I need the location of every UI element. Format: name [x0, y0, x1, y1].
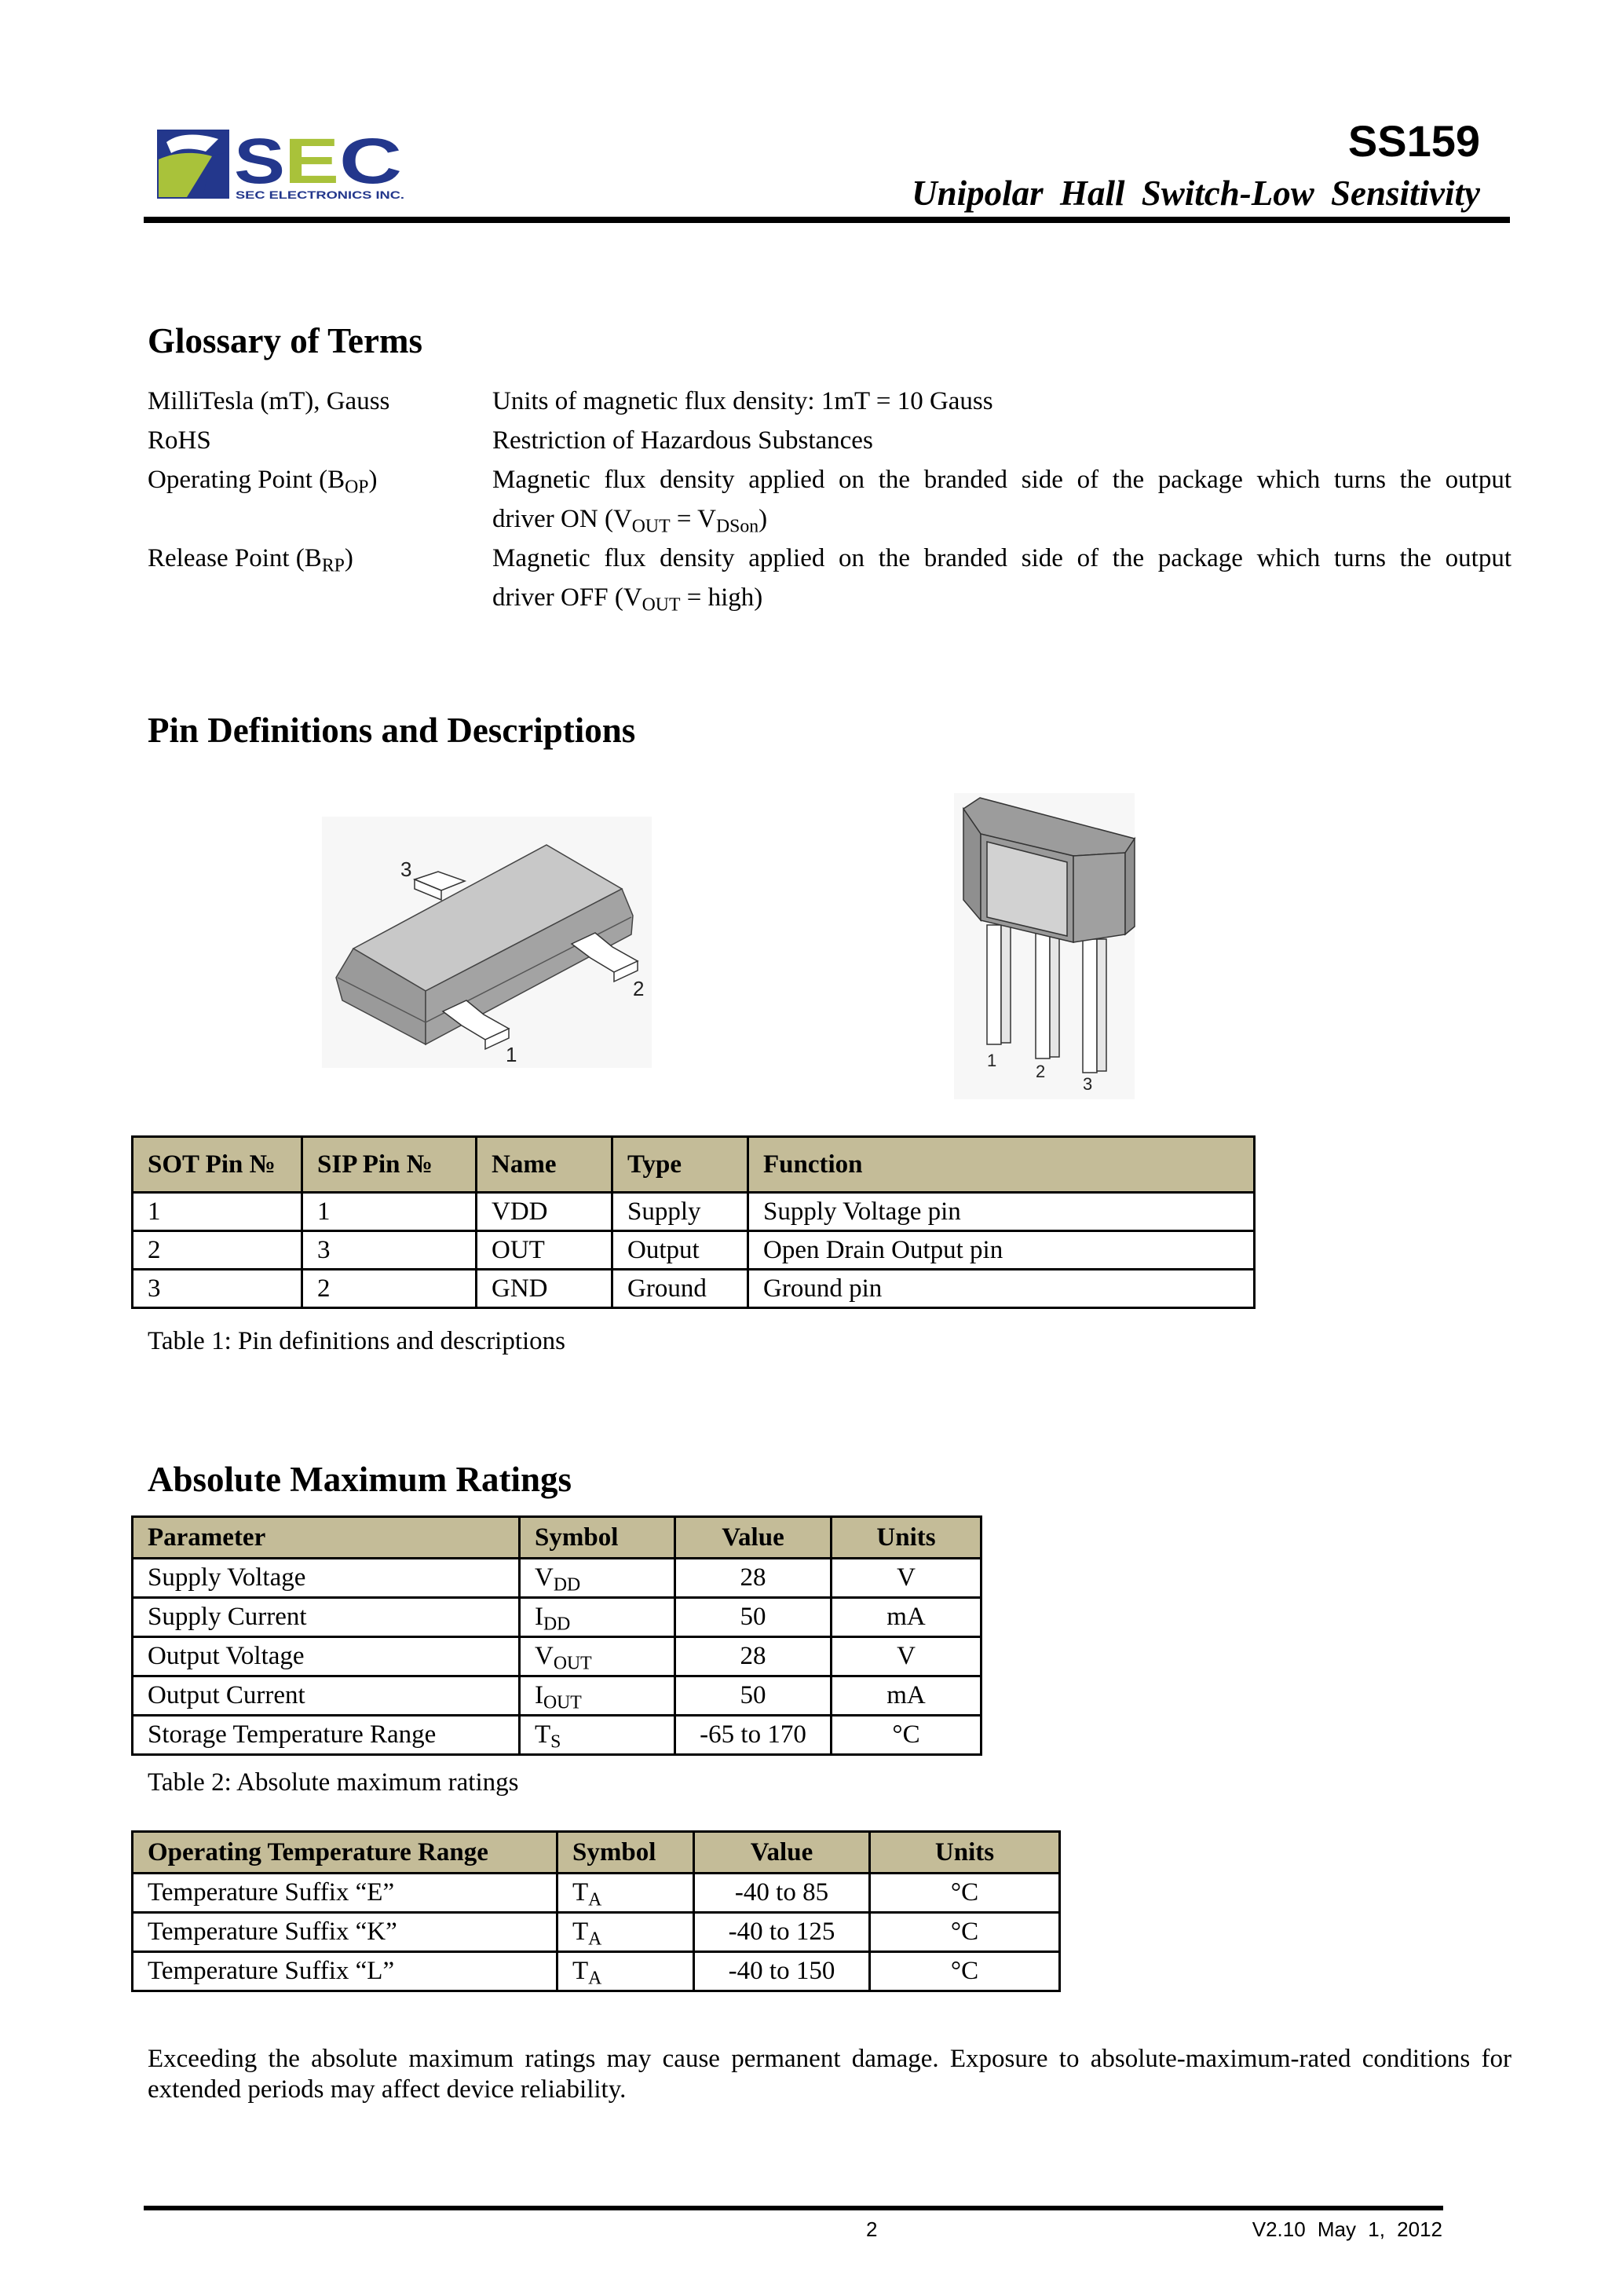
table-cell: -40 to 85 [694, 1874, 870, 1913]
sot23-package-icon [314, 817, 652, 1068]
table-row [133, 1637, 981, 1676]
svg-text:E: E [284, 128, 339, 197]
column-header: SIP Pin № [302, 1137, 477, 1193]
absolute-max-table [131, 1515, 982, 1756]
table-row [133, 1676, 981, 1716]
table-cell: $V_{OUT}$ [520, 1637, 675, 1676]
svg-text:C: C [339, 128, 402, 197]
table-header-row [133, 1517, 981, 1559]
table-cell: Output [612, 1231, 748, 1270]
table-cell: 3 [302, 1231, 477, 1270]
table-cell: $I_{DD}$ [520, 1598, 675, 1637]
glossary-term: RoHS [148, 426, 211, 455]
column-header: Symbol [520, 1517, 675, 1559]
table-cell: Supply Voltage pin [748, 1193, 1255, 1231]
table-cell: 1 [133, 1193, 302, 1231]
column-header: SOT Pin № [133, 1137, 302, 1193]
table-row [133, 1270, 1255, 1308]
table-cell: mA [832, 1676, 981, 1716]
sot23-package-figure [314, 817, 652, 1068]
table-cell: Output Current [133, 1676, 520, 1716]
table-cell: Temperature Suffix “E” [133, 1874, 557, 1913]
table-cell: 1 [302, 1193, 477, 1231]
glossary-term: Operating Point $(B_{OP})$ [148, 466, 378, 498]
column-header: Units [870, 1832, 1060, 1874]
glossary-term: MilliTesla (mT), Gauss [148, 387, 390, 415]
table-cell: 50 [675, 1676, 832, 1716]
table-cell: Storage Temperature Range [133, 1716, 520, 1755]
table-row [133, 1716, 981, 1755]
table-cell: -40 to 125 [694, 1913, 870, 1952]
column-header: Function [748, 1137, 1255, 1193]
sip-package-icon [938, 785, 1142, 1099]
table-row [133, 1913, 1060, 1952]
table-caption: Table 2: Absolute maximum ratings [148, 1768, 519, 1797]
table-cell: $T_A$ [557, 1874, 694, 1913]
table-cell: 50 [675, 1598, 832, 1637]
glossary-definition: Magnetic flux density applied on the branded side of the package which turns the output driver ON $(V_{OUT} = V_{DSon})$ [492, 466, 1512, 537]
table-cell: 2 [302, 1270, 477, 1308]
table-cell: 2 [133, 1231, 302, 1270]
document-version: V2.10 May 1, 2012 [1252, 2217, 1442, 2241]
table-cell: Temperature Suffix “L” [133, 1952, 557, 1991]
column-header: Parameter [133, 1517, 520, 1559]
column-header: Value [694, 1832, 870, 1874]
glossary-heading: Glossary of Terms [148, 321, 423, 360]
page-number: 2 [866, 2217, 878, 2241]
column-header: Value [675, 1517, 832, 1559]
pin-definitions-table [131, 1135, 1256, 1309]
table-cell: 3 [133, 1270, 302, 1308]
svg-text:1: 1 [506, 1043, 517, 1066]
glossary-definition: Units of magnetic flux density: 1mT = 10 Gauss [492, 387, 993, 415]
table-header-row [133, 1137, 1255, 1193]
table-cell: OUT [477, 1231, 612, 1270]
table-cell: $T_A$ [557, 1952, 694, 1991]
table-cell: 28 [675, 1559, 832, 1598]
table-row [133, 1559, 981, 1598]
table-cell: -40 to 150 [694, 1952, 870, 1991]
table-cell: Open Drain Output pin [748, 1231, 1255, 1270]
column-header: Name [477, 1137, 612, 1193]
table-cell: Supply Current [133, 1598, 520, 1637]
table-cell: Supply Voltage [133, 1559, 520, 1598]
glossary-term: Release Point $(B_{RP})$ [148, 544, 353, 576]
table-cell: $T_S$ [520, 1716, 675, 1755]
table-cell: °C [870, 1952, 1060, 1991]
table-caption: Table 1: Pin definitions and descriptions [148, 1327, 566, 1355]
table-cell: $I_{OUT}$ [520, 1676, 675, 1716]
svg-text:S: S [234, 128, 285, 197]
table-row [133, 1874, 1060, 1913]
table-cell: -65 to 170 [675, 1716, 832, 1755]
table-cell: Ground [612, 1270, 748, 1308]
column-header: Operating Temperature Range [133, 1832, 557, 1874]
svg-text:SEC ELECTRONICS INC.: SEC ELECTRONICS INC. [236, 188, 404, 201]
absolute-max-heading: Absolute Maximum Ratings [148, 1460, 572, 1499]
glossary-definition: Restriction of Hazardous Substances [492, 426, 873, 455]
absolute-max-note: Exceeding the absolute maximum ratings may cause permanent damage. Exposure to absolute-maximum-rated conditions for extended periods may affect device reliability. [148, 2045, 1512, 2104]
column-header: Units [832, 1517, 981, 1559]
document-subtitle: Unipolar Hall Switch-Low Sensitivity [912, 174, 1480, 213]
part-number: SS159 [1347, 116, 1480, 166]
table-cell: Temperature Suffix “K” [133, 1913, 557, 1952]
table-cell: Supply [612, 1193, 748, 1231]
column-header: Symbol [557, 1832, 694, 1874]
table-cell: V [832, 1637, 981, 1676]
pin-definitions-heading: Pin Definitions and Descriptions [148, 711, 636, 750]
table-cell: °C [870, 1913, 1060, 1952]
sec-logo-icon [157, 128, 416, 203]
table-header-row [133, 1832, 1060, 1874]
sip-package-figure [938, 785, 1142, 1099]
table-cell: Ground pin [748, 1270, 1255, 1308]
table-cell: Output Voltage [133, 1637, 520, 1676]
table-cell: 28 [675, 1637, 832, 1676]
table-row [133, 1193, 1255, 1231]
table-cell: $V_{DD}$ [520, 1559, 675, 1598]
svg-text:2: 2 [1036, 1062, 1046, 1081]
column-header: Type [612, 1137, 748, 1193]
svg-text:1: 1 [987, 1051, 997, 1070]
table-row [133, 1598, 981, 1637]
glossary-definition: Magnetic flux density applied on the branded side of the package which turns the output driver OFF ($V_{OUT}$ = high) [492, 544, 1512, 616]
company-logo [157, 128, 416, 203]
svg-text:3: 3 [400, 857, 412, 881]
operating-temperature-table [131, 1830, 1061, 1992]
svg-text:3: 3 [1083, 1074, 1093, 1094]
table-cell: V [832, 1559, 981, 1598]
table-cell: °C [870, 1874, 1060, 1913]
table-cell: mA [832, 1598, 981, 1637]
table-cell: GND [477, 1270, 612, 1308]
table-row [133, 1952, 1060, 1991]
table-row [133, 1231, 1255, 1270]
footer-divider [144, 2206, 1443, 2210]
svg-text:2: 2 [633, 977, 645, 1000]
header-divider [144, 217, 1510, 223]
table-cell: $T_A$ [557, 1913, 694, 1952]
table-cell: VDD [477, 1193, 612, 1231]
table-cell: °C [832, 1716, 981, 1755]
